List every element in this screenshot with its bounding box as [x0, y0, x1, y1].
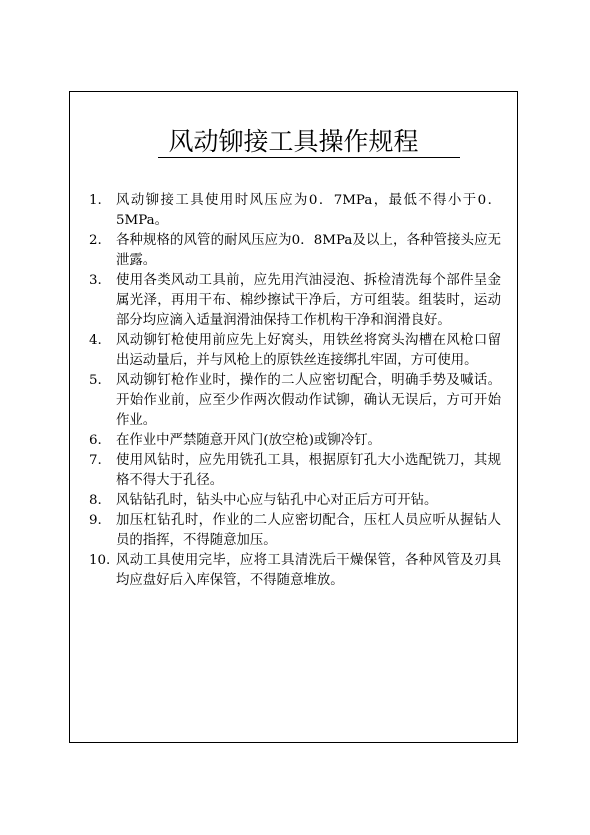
rule-item	[89, 511, 501, 551]
rule-number: 6.	[89, 433, 102, 448]
rule-item	[89, 191, 501, 231]
rule-text: 风动铆接工具使用时风压应为0．7MPa，最低不得小于0．5MPa。	[116, 193, 501, 228]
rule-text: 使用风钻时，应先用铣孔工具，根据原钉孔大小选配铣刀，其规格不得大于孔径。	[116, 453, 501, 488]
page-title: 风动铆接工具操作规程	[168, 127, 419, 156]
rule-number: 1.	[89, 193, 102, 208]
rule-item	[89, 551, 501, 591]
rule-text: 使用各类风动工具前，应先用汽油浸泡、拆检清洗每个部件呈金属光泽，再用干布、棉纱擦试干净后，方可组装。组装时，运动部分均应滴入适量润滑油保持工作机构干净和润滑良好。	[116, 273, 501, 328]
rule-item	[89, 231, 501, 271]
rule-item	[89, 371, 501, 431]
rule-text: 风动铆钉枪使用前应先上好窝头，用铁丝将窝头沟槽在风枪口留出运动量后，并与风枪上的原铁丝连接绑扎牢固，方可使用。	[116, 333, 501, 368]
rule-item	[89, 431, 501, 451]
rule-number: 2.	[89, 233, 102, 248]
rule-number: 3.	[89, 273, 102, 288]
document-frame	[69, 91, 518, 743]
rule-number: 10.	[89, 553, 111, 568]
rules-list	[89, 191, 501, 591]
rule-text: 风钻钻孔时，钻头中心应与钻孔中心对正后方可开钻。	[116, 493, 438, 508]
rule-text: 风动工具使用完毕，应将工具清洗后干燥保管，各种风管及刃具均应盘好后入库保管，不得随意堆放。	[116, 553, 501, 588]
rule-text: 加压杠钻孔时，作业的二人应密切配合，压杠人员应听从握钻人员的指挥，不得随意加压。	[116, 513, 501, 548]
rule-item	[89, 491, 501, 511]
rule-text: 风动铆钉枪作业时，操作的二人应密切配合，明确手势及喊话。开始作业前，应至少作两次假动作试铆，确认无误后，方可开始作业。	[116, 373, 501, 428]
rule-number: 5.	[89, 373, 102, 388]
rule-item	[89, 271, 501, 331]
rule-number: 7.	[89, 453, 102, 468]
rule-number: 8.	[89, 493, 102, 508]
title-underline	[158, 157, 460, 158]
rule-item	[89, 451, 501, 491]
rule-number: 9.	[89, 513, 102, 528]
rule-item	[89, 331, 501, 371]
rule-number: 4.	[89, 333, 102, 348]
rule-text: 在作业中严禁随意开风门(放空枪)或铆冷钉。	[116, 433, 381, 448]
rule-text: 各种规格的风管的耐风压应为0．8MPa及以上，各种管接头应无泄露。	[116, 233, 501, 268]
